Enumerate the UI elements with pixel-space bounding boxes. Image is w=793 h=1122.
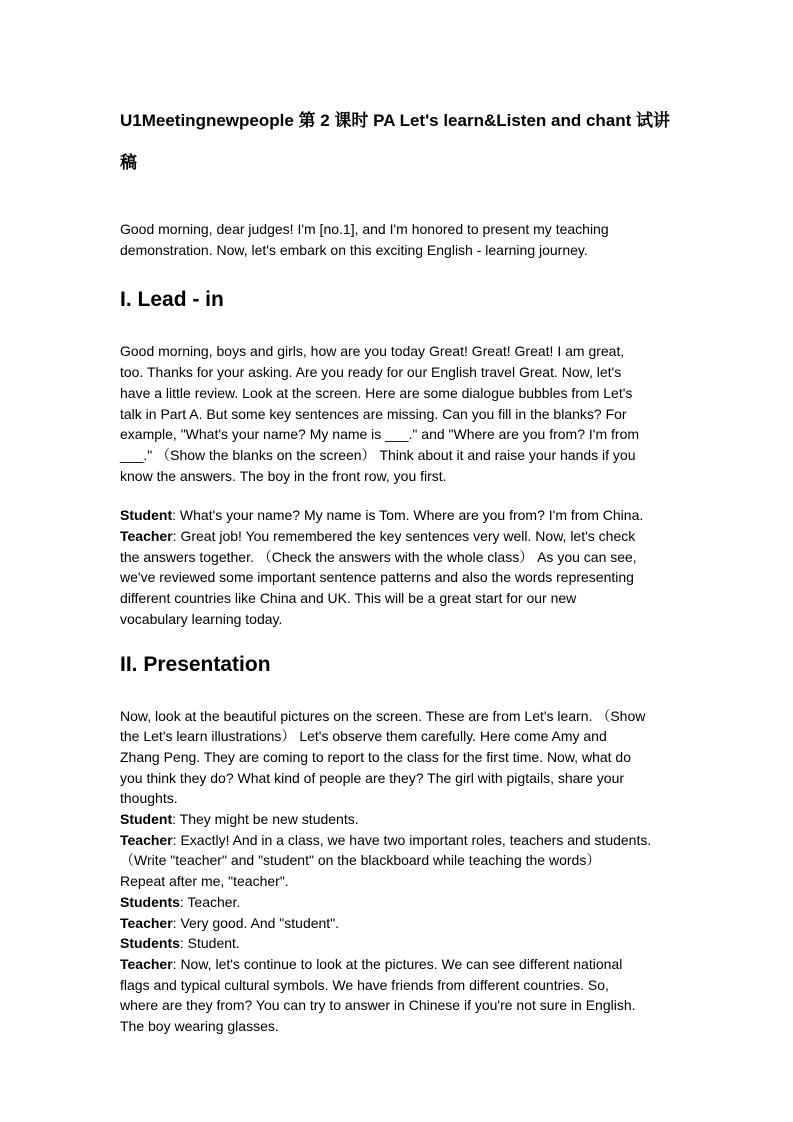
text-line: have a little review. Look at the screen. Here are some dialogue bubbles from Let's	[120, 384, 633, 401]
dialogue-text: : They might be new students.	[172, 811, 359, 828]
dialogue-text: : Now, let's continue to look at the pictures. We can see different national	[172, 955, 623, 972]
lead-in-dialogue	[120, 505, 675, 629]
speaker-label: Students	[120, 893, 180, 910]
text-line: ___." （Show the blanks on the screen） Think about it and raise your hands if you	[120, 446, 636, 463]
document-title	[120, 100, 675, 184]
title-line: 稿	[120, 153, 137, 172]
text-line: Now, look at the beautiful pictures on the screen. These are from Let's learn. （Show	[120, 707, 646, 724]
title-line: U1Meetingnewpeople 第 2 课时 PA Let's learn&Listen and chant 试讲	[120, 111, 671, 130]
speaker-label: Teacher	[120, 528, 173, 545]
dialogue-line	[120, 892, 675, 913]
text-line: the Let's learn illustrations） Let's observe them carefully. Here come Amy and	[120, 728, 607, 745]
dialogue-line	[120, 954, 675, 975]
dialogue-line	[120, 505, 675, 526]
speaker-label: Teacher	[120, 955, 173, 972]
dialogue-text: : Teacher.	[179, 893, 241, 910]
text-line: different countries like China and UK. This will be a great start for our new	[120, 590, 577, 607]
dialogue-text: : What's your name? My name is Tom. Where are you from? I'm from China.	[172, 507, 644, 524]
dialogue-text: : Very good. And "student".	[172, 914, 340, 931]
text-line: we've reviewed some important sentence patterns and also the words representing	[120, 569, 634, 586]
text-line: demonstration. Now, let's embark on this exciting English - learning journey.	[120, 241, 588, 258]
speaker-label: Teacher	[120, 914, 173, 931]
speaker-label: Teacher	[120, 831, 173, 848]
text-line: the answers together. （Check the answers with the whole class） As you can see,	[120, 548, 637, 565]
presentation-body	[120, 706, 675, 1037]
text-line: vocabulary learning today.	[120, 610, 283, 627]
text-line: example, "What's your name? My name is ___." and "Where are you from? I'm from	[120, 426, 640, 443]
lead-in-paragraph	[120, 341, 675, 486]
text-line: flags and typical cultural symbols. We have friends from different countries. So,	[120, 976, 609, 993]
text-line: know the answers. The boy in the front row, you first.	[120, 467, 447, 484]
text-line: Good morning, boys and girls, how are you today Great! Great! Great! I am great,	[120, 343, 625, 360]
text-line: Repeat after me, "teacher".	[120, 873, 289, 890]
section-heading-presentation: II. Presentation	[120, 652, 271, 676]
dialogue-line	[120, 913, 675, 934]
section-heading-lead-in: I. Lead - in	[120, 288, 224, 312]
intro-paragraph	[120, 219, 675, 260]
speaker-label: Students	[120, 935, 180, 952]
text-line: Zhang Peng. They are coming to report to the class for the first time. Now, what do	[120, 748, 631, 765]
dialogue-text: : Exactly! And in a class, we have two important roles, teachers and students.	[172, 831, 652, 848]
dialogue-text: : Great job! You remembered the key sentences very well. Now, let's check	[172, 528, 636, 545]
dialogue-line	[120, 809, 675, 830]
dialogue-line	[120, 830, 675, 851]
text-line: The boy wearing glasses.	[120, 1018, 279, 1035]
text-line: thoughts.	[120, 790, 178, 807]
text-line: （Write "teacher" and "student" on the blackboard while teaching the words）	[120, 852, 601, 869]
dialogue-text: : Student.	[179, 935, 240, 952]
text-line: talk in Part A. But some key sentences are missing. Can you fill in the blanks? For	[120, 405, 627, 422]
dialogue-line	[120, 526, 675, 547]
dialogue-line	[120, 933, 675, 954]
text-line: you think they do? What kind of people are they? The girl with pigtails, share your	[120, 769, 625, 786]
speaker-label: Student	[120, 811, 173, 828]
speaker-label: Student	[120, 507, 173, 524]
text-line: too. Thanks for your asking. Are you ready for our English travel Great. Now, let's	[120, 364, 622, 381]
text-line: Good morning, dear judges! I'm [no.1], and I'm honored to present my teaching	[120, 221, 609, 237]
text-line: where are they from? You can try to answer in Chinese if you're not sure in English.	[120, 997, 636, 1014]
